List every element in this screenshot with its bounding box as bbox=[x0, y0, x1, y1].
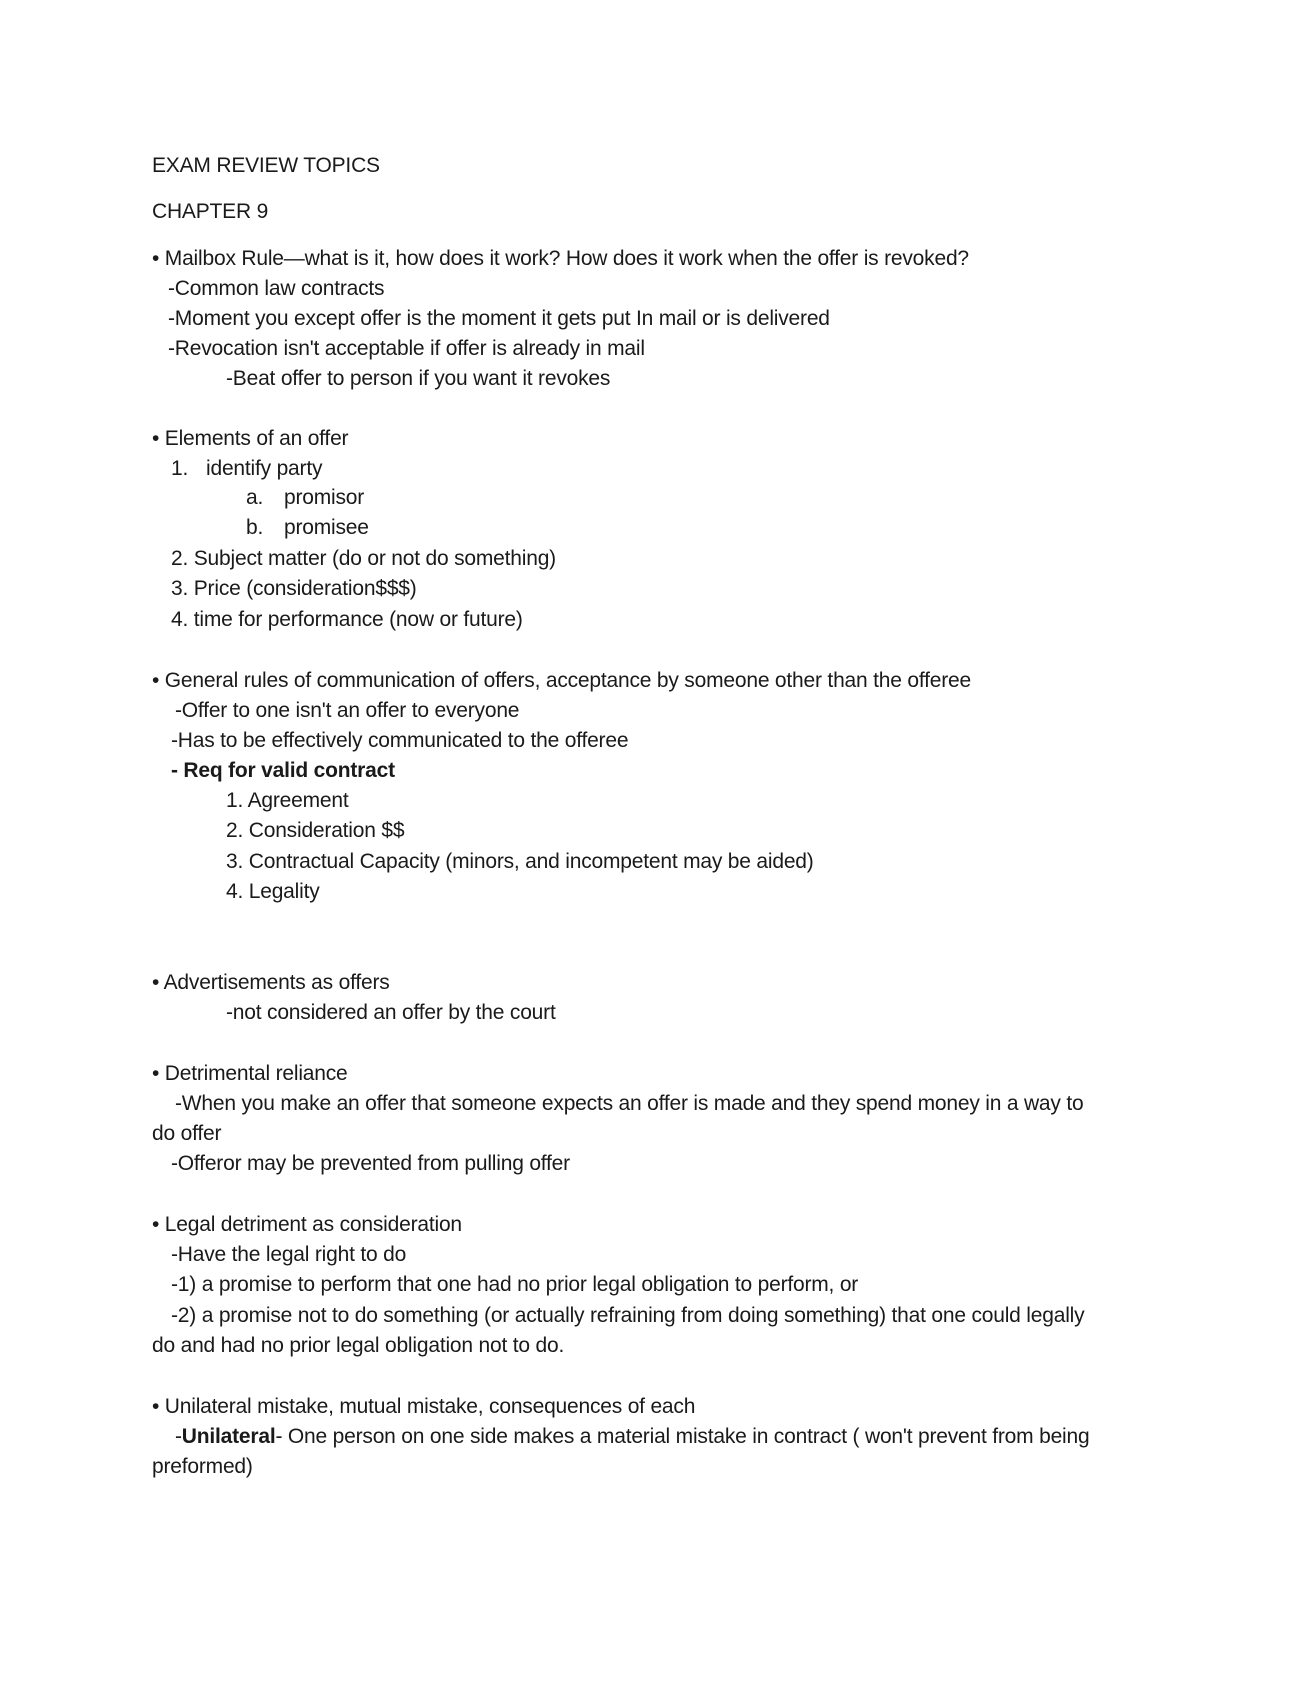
requirement-2: 2. Consideration $$ bbox=[226, 819, 405, 842]
detrimental-line-2: -Offeror may be prevented from pulling offer bbox=[171, 1152, 570, 1175]
elements-item-2: 2. Subject matter (do or not do something) bbox=[171, 547, 556, 570]
legal-line-3b: do and had no prior legal obligation not to do. bbox=[152, 1334, 565, 1357]
detrimental-line-1b: do offer bbox=[152, 1122, 222, 1145]
mistake-line-1a-text: - One person on one side makes a material mistake in contract ( won't prevent from being bbox=[275, 1425, 1090, 1448]
general-heading: • General rules of communication of offers, acceptance by someone other than the offeree bbox=[152, 669, 971, 692]
mailbox-heading: • Mailbox Rule—what is it, how does it work? How does it work when the offer is revoked? bbox=[152, 247, 969, 270]
advertisements-line-1: -not considered an offer by the court bbox=[226, 1001, 556, 1024]
mistake-heading: • Unilateral mistake, mutual mistake, consequences of each bbox=[152, 1395, 696, 1418]
elements-sub-a-text: promisor bbox=[284, 486, 365, 509]
mailbox-line-3: -Revocation isn't acceptable if offer is already in mail bbox=[168, 337, 645, 360]
mailbox-line-4: -Beat offer to person if you want it revokes bbox=[226, 367, 611, 390]
elements-item-3: 3. Price (consideration$$$) bbox=[171, 577, 417, 600]
legal-heading: • Legal detriment as consideration bbox=[152, 1213, 462, 1236]
detrimental-line-1a: -When you make an offer that someone expects an offer is made and they spend money in a way to bbox=[175, 1092, 1084, 1115]
advertisements-heading: • Advertisements as offers bbox=[152, 971, 390, 994]
mistake-line-1a bbox=[175, 1423, 1089, 1451]
legal-line-1: -Have the legal right to do bbox=[171, 1243, 407, 1266]
requirement-1: 1. Agreement bbox=[226, 789, 349, 812]
chapter-heading: CHAPTER 9 bbox=[152, 200, 269, 223]
general-line-1: -Offer to one isn't an offer to everyone bbox=[175, 699, 520, 722]
requirement-4: 4. Legality bbox=[226, 880, 320, 903]
legal-line-3a: -2) a promise not to do something (or actually refraining from doing something) that one could legally bbox=[171, 1304, 1085, 1327]
mistake-dash: - bbox=[175, 1425, 182, 1448]
requirement-3: 3. Contractual Capacity (minors, and incompetent may be aided) bbox=[226, 850, 814, 873]
general-line-3-bold: - Req for valid contract bbox=[171, 759, 395, 782]
elements-sub-b-letter: b. bbox=[246, 516, 264, 539]
mailbox-line-2: -Moment you except offer is the moment it gets put In mail or is delivered bbox=[168, 307, 830, 330]
document-title: EXAM REVIEW TOPICS bbox=[152, 154, 380, 177]
elements-item-1-text: identify party bbox=[206, 457, 323, 480]
elements-item-1-number: 1. bbox=[171, 457, 189, 480]
elements-heading: • Elements of an offer bbox=[152, 427, 349, 450]
elements-sub-a-letter: a. bbox=[246, 486, 264, 509]
elements-sub-b-text: promisee bbox=[284, 516, 369, 539]
general-line-2: -Has to be effectively communicated to the offeree bbox=[171, 729, 629, 752]
elements-item-4: 4. time for performance (now or future) bbox=[171, 608, 523, 631]
mistake-line-1b: preformed) bbox=[152, 1455, 253, 1478]
legal-line-2: -1) a promise to perform that one had no prior legal obligation to perform, or bbox=[171, 1273, 859, 1296]
unilateral-term: Unilateral bbox=[181, 1425, 276, 1448]
detrimental-heading: • Detrimental reliance bbox=[152, 1062, 348, 1085]
mailbox-line-1: -Common law contracts bbox=[168, 277, 385, 300]
